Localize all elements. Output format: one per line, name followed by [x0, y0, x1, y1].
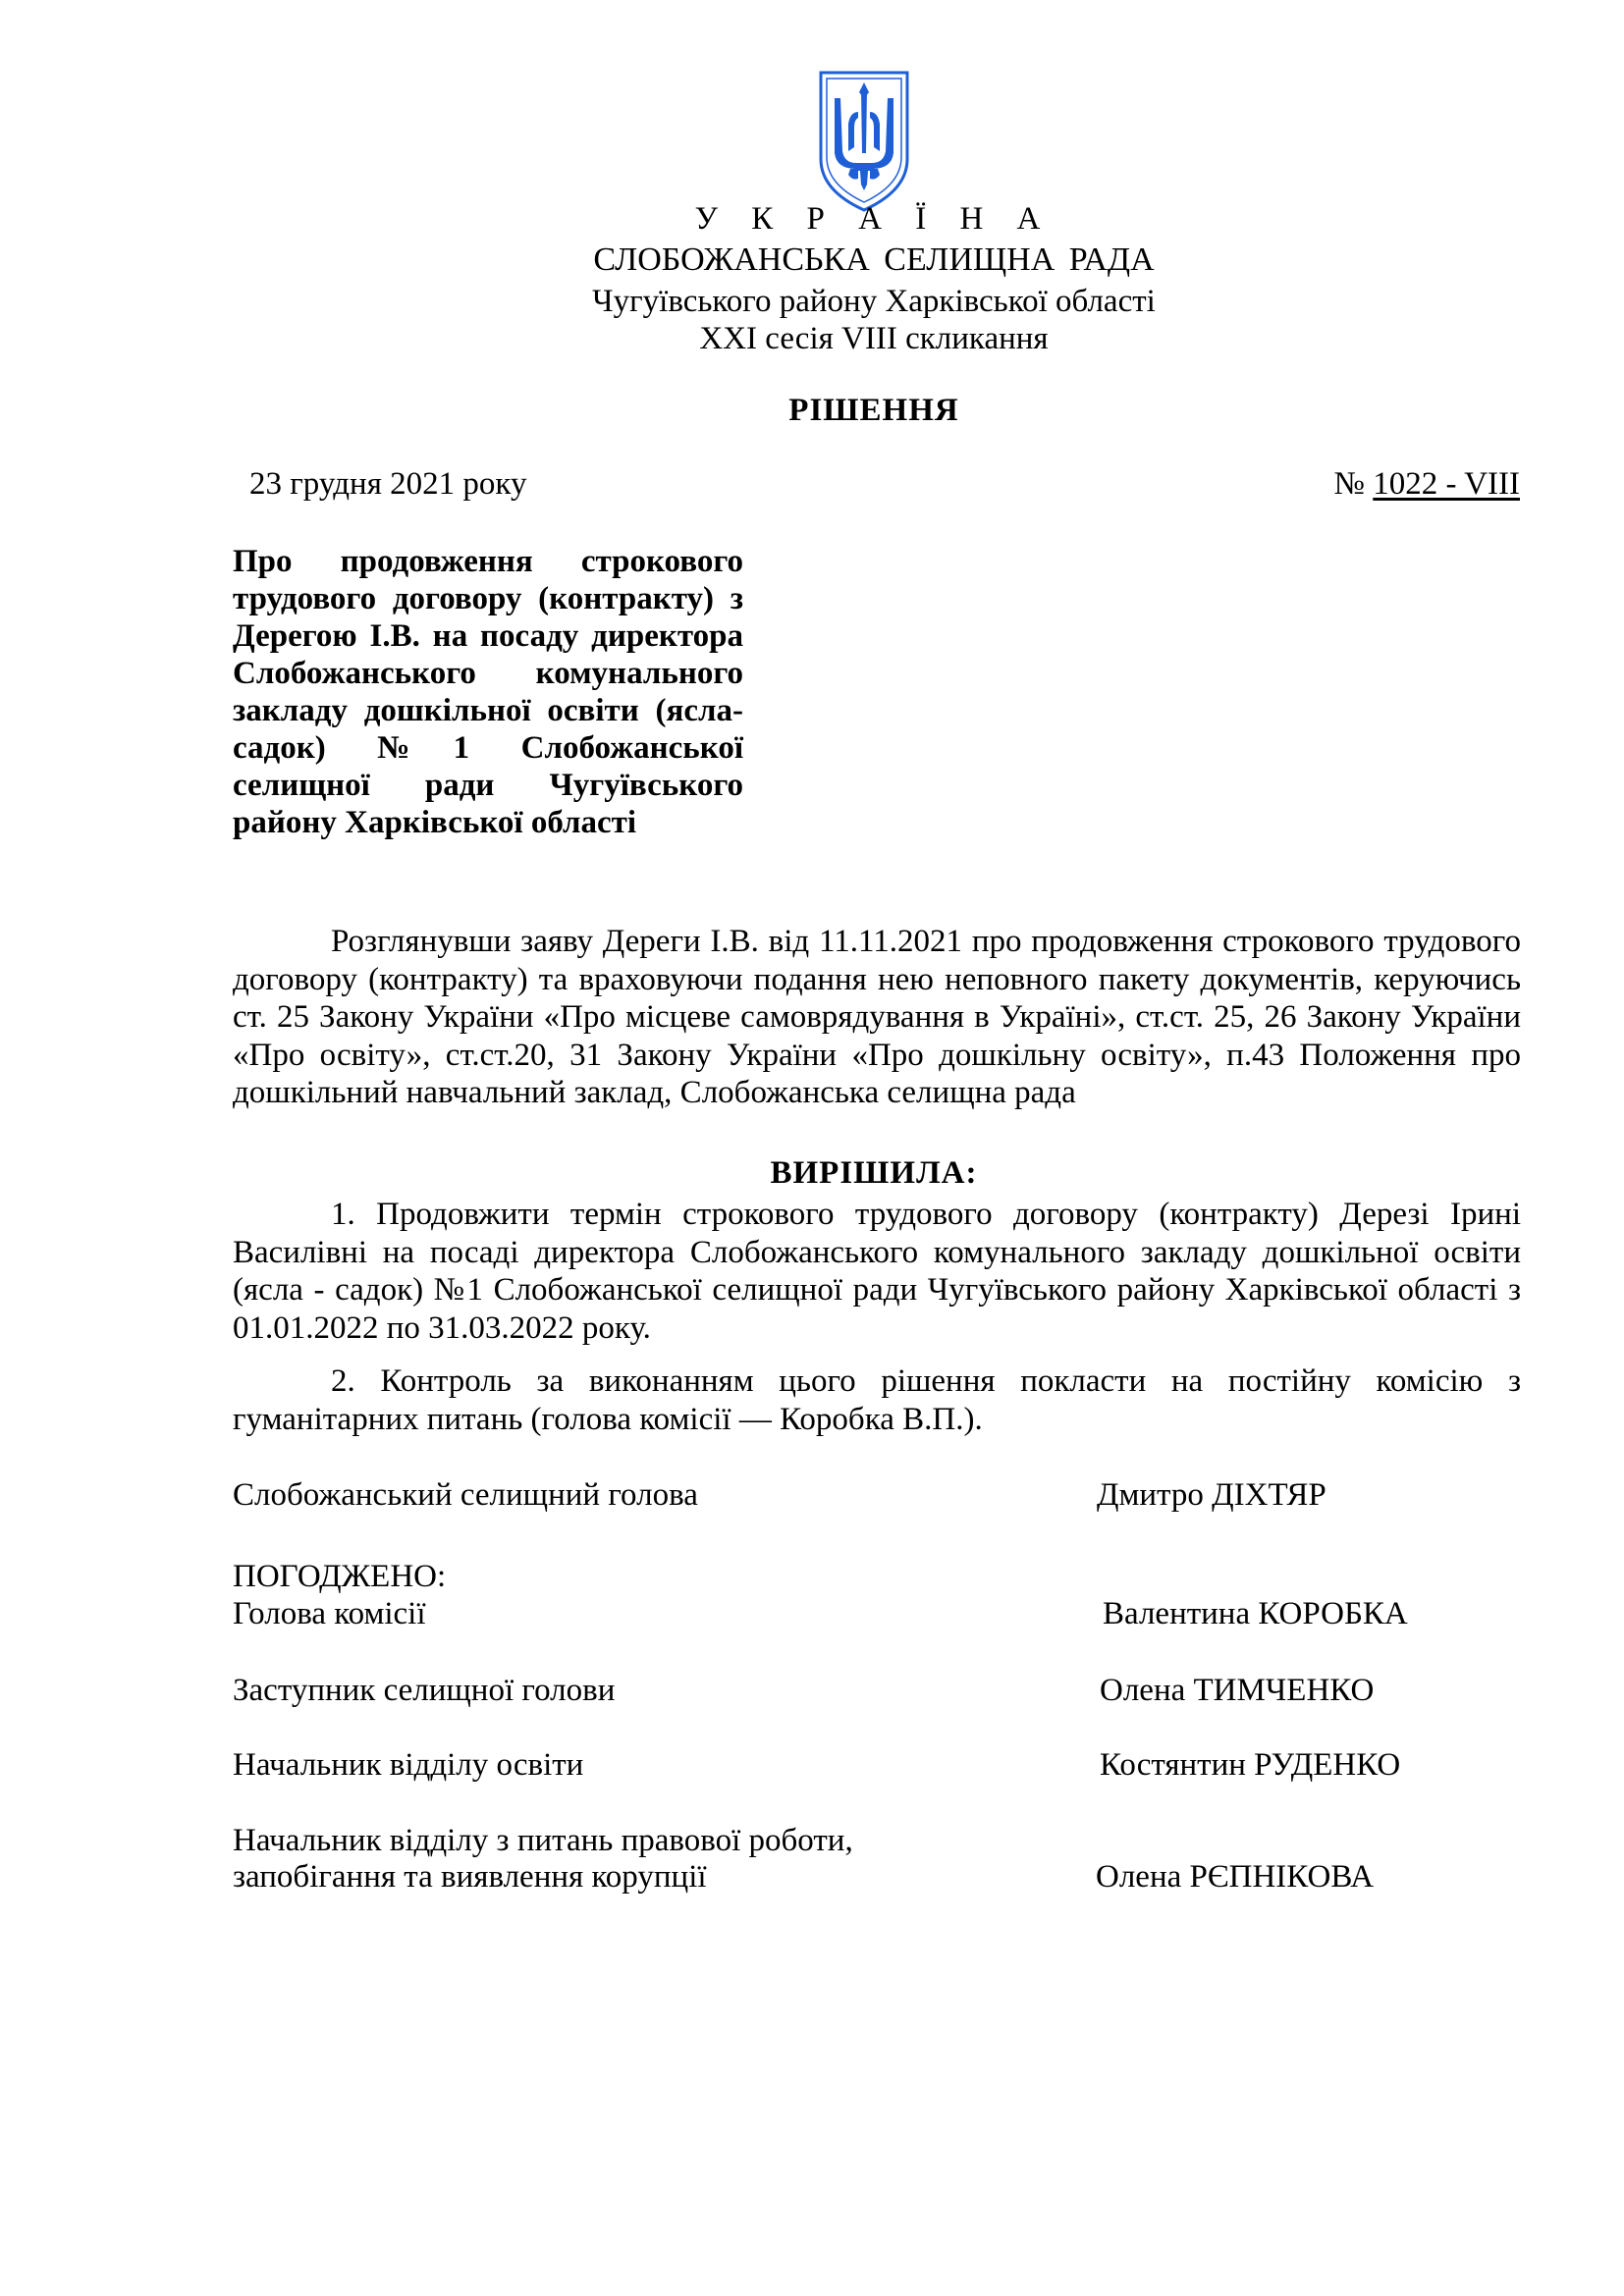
approver-title: Заступник селищної голови: [233, 1673, 616, 1708]
approver-name: Олена ТИМЧЕНКО: [1100, 1673, 1375, 1708]
approver-title: Начальник відділу освіти: [233, 1747, 584, 1783]
coat-of-arms-icon: [815, 69, 913, 214]
head-title: Слобожанський селищний голова: [233, 1477, 698, 1513]
decision-item-1: 1. Продовжити термін строкового трудового договору (контракту) Дерезі Ірині Василівні на посаді директора Слобожанського комунального закладу дошкільної освіти (ясла - садок) №1 Слобожанської селищної ради Чугуївського району Харківської області з 01.01.2022 по 31.03.2022 року.: [233, 1197, 1521, 1346]
approver-name: Валентина КОРОБКА: [1103, 1596, 1408, 1631]
decision-number: [1334, 464, 1520, 504]
preamble-paragraph: Розглянувши заяву Дереги І.В. від 11.11.2021 про продовження строкового трудового договору (контракту) та враховуючи подання нею неповного пакету документів, керуючись ст. 25 Закону України «Про місцеве самоврядування в Україні», ст.ст. 25, 26 Закону України «Про освіту», ст.ст.20, 31 Закону України «Про дошкільну освіту», п.43 Положення про дошкільний навчальний заклад, Слобожанська селищна рада: [233, 924, 1521, 1110]
approver-name: Олена РЄПНІКОВА: [1096, 1859, 1375, 1895]
approver-title: Голова комісії: [233, 1596, 426, 1631]
number-value: 1022 - VIII: [1373, 466, 1520, 502]
region-line: Чугуївського району Харківської області: [592, 284, 1156, 319]
approver-title-line-2: запобігання та виявлення корупції: [233, 1859, 707, 1895]
decided-heading: ВИРІШИЛА:: [770, 1155, 978, 1191]
head-name: Дмитро ДІХТЯР: [1097, 1477, 1326, 1513]
document-type: РІШЕННЯ: [788, 393, 959, 428]
session-line: XXI сесія VIII скликання: [699, 321, 1049, 356]
country-heading: У К Р А Ї Н А: [694, 201, 1054, 237]
council-name: СЛОБОЖАНСЬКА СЕЛИЩНА РАДА: [593, 241, 1155, 278]
approved-label: ПОГОДЖЕНО:: [233, 1559, 447, 1594]
decision-subject: Про продовження строкового трудового договору (контракту) з Дерегою І.В. на посаду директора Слобожанського комунального закладу дошкільної освіти (ясла-садок) №1 Слобожанської селищної ради Чугуївського району Харківської області: [233, 544, 743, 840]
approver-name: Костянтин РУДЕНКО: [1100, 1747, 1401, 1783]
decision-date: 23 грудня 2021 року: [249, 466, 527, 502]
number-prefix: №: [1333, 466, 1374, 502]
decision-item-2: 2. Контроль за виконанням цього рішення покласти на постійну комісію з гуманітарних питань (голова комісії — Коробка В.П.).: [233, 1363, 1521, 1437]
approver-title-line-1: Начальник відділу з питань правової роботи,: [233, 1823, 853, 1858]
